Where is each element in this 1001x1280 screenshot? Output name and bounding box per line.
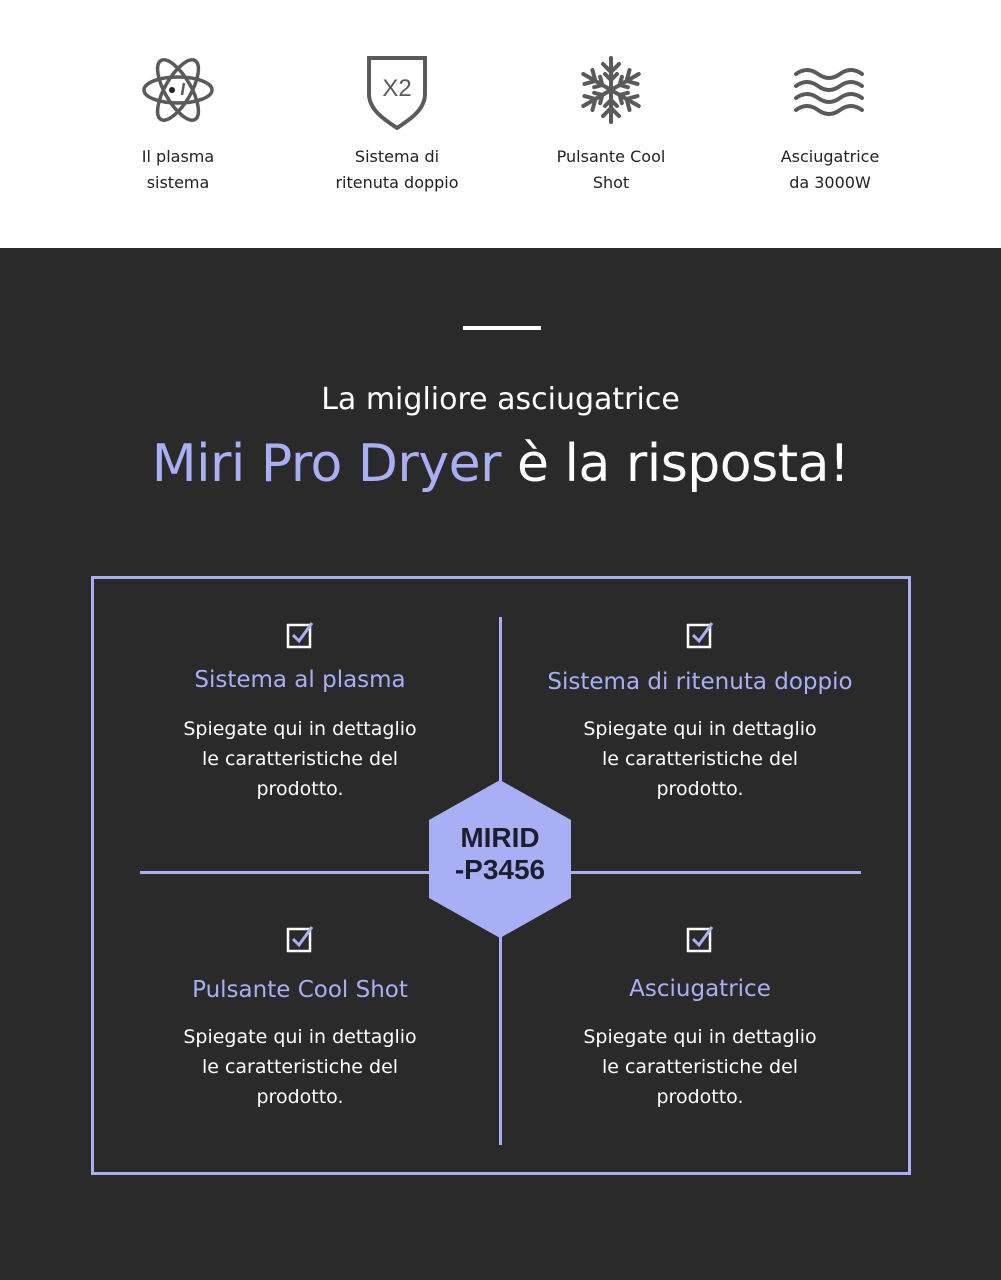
checkbox-icon: [285, 924, 315, 954]
feature-plasma: [78, 50, 278, 196]
feature-cell-dryer: [530, 924, 870, 1112]
hero-title-accent: Miri Pro Dryer: [151, 434, 501, 494]
hero-subtitle: La migliore asciugatrice: [321, 382, 680, 417]
divider-dash: [463, 326, 541, 330]
feature-label: Pulsante Cool Shot: [556, 147, 666, 192]
checkbox-icon: [685, 620, 715, 650]
cell-heading: Sistema di ritenuta doppio: [547, 669, 853, 695]
divider-vertical-bottom: [499, 936, 502, 1145]
divider-vertical-top: [499, 617, 502, 782]
cell-text: Spiegate qui in dettaglio le caratteristiche del prodotto.: [183, 718, 417, 800]
feature-strip: [0, 0, 1001, 248]
cell-heading: Pulsante Cool Shot: [192, 977, 408, 1003]
feature-cool-shot: [511, 50, 711, 196]
shield-text: X2: [382, 75, 412, 102]
cell-text: Spiegate qui in dettaglio le caratteristiche del prodotto.: [583, 1026, 817, 1108]
divider-horizontal-left: [140, 871, 434, 874]
feature-double-retention: [297, 50, 497, 196]
feature-cell-plasma: [130, 620, 470, 804]
feature-cell-retention: [530, 620, 870, 804]
snowflake-icon: [571, 50, 651, 130]
feature-label: Asciugatrice da 3000W: [780, 147, 880, 192]
waves-icon: [790, 50, 870, 130]
feature-cell-cool-shot: [130, 924, 470, 1112]
checkbox-icon: [285, 620, 315, 650]
atom-icon: [138, 50, 218, 130]
checkbox-icon: [685, 924, 715, 954]
hero-title-rest: è la risposta!: [500, 434, 850, 494]
feature-3000w: [730, 50, 930, 196]
shield-x2-icon: [357, 50, 437, 130]
cell-text: Spiegate qui in dettaglio le caratteristiche del prodotto.: [583, 718, 817, 800]
cell-text: Spiegate qui in dettaglio le caratteristiche del prodotto.: [183, 1026, 417, 1108]
model-label: MIRID -P3456: [454, 822, 546, 885]
cell-heading: Asciugatrice: [629, 976, 771, 1002]
cell-heading: Sistema al plasma: [194, 667, 406, 693]
feature-label: Il plasma sistema: [141, 147, 215, 192]
divider-horizontal-right: [567, 871, 861, 874]
feature-label: Sistema di ritenuta doppio: [335, 147, 459, 192]
hero-title: [0, 428, 1001, 500]
